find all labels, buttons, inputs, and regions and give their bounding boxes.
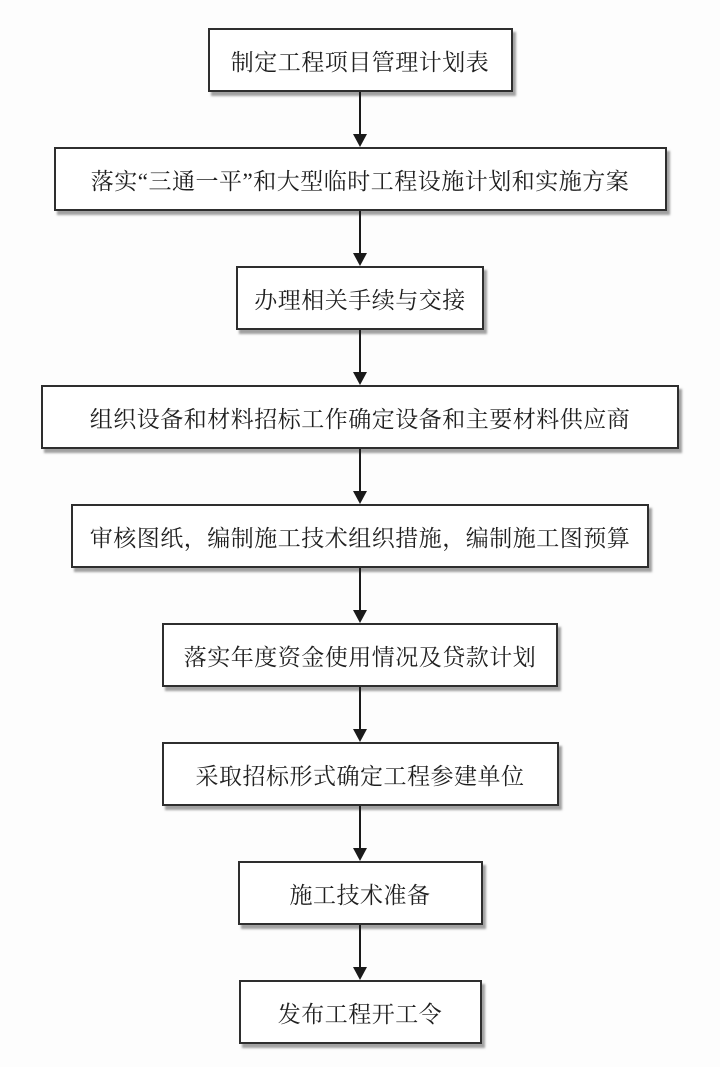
connector-line [359,449,361,491]
arrow-down-icon [353,967,367,980]
flow-step-7 [162,742,559,806]
connector-line [359,925,361,967]
flow-step-6 [162,623,558,687]
flow-step-9 [239,980,482,1044]
down-arrow-connector-5 [353,568,367,623]
down-arrow-connector-7 [353,806,367,861]
arrow-down-icon [353,372,367,385]
flow-step-8-label: 施工技术准备 [289,882,431,908]
arrow-down-icon [353,491,367,504]
arrow-down-icon [353,134,367,147]
flow-step-1-label: 制定工程项目管理计划表 [230,49,490,75]
down-arrow-connector-4 [353,449,367,504]
arrow-down-icon [353,610,367,623]
arrow-down-icon [353,848,367,861]
flow-step-8 [238,861,483,925]
flow-step-4 [41,385,679,449]
down-arrow-connector-3 [353,330,367,385]
flow-step-2-label: 落实“三通一平”和大型临时工程设施计划和实施方案 [90,168,630,194]
down-arrow-connector-8 [353,925,367,980]
connector-line [359,687,361,729]
connector-line [359,330,361,372]
connector-line [359,211,361,253]
flow-step-5-label: 审核图纸，编制施工技术组织措施，编制施工图预算 [89,525,631,551]
flow-step-2 [54,147,667,211]
arrow-down-icon [353,253,367,266]
flow-step-3-label: 办理相关手续与交接 [254,287,466,313]
flow-step-5 [71,504,649,568]
flow-step-4-label: 组织设备和材料招标工作确定设备和主要材料供应商 [89,406,631,432]
down-arrow-connector-2 [353,211,367,266]
down-arrow-connector-6 [353,687,367,742]
connector-line [359,568,361,610]
flow-step-9-label: 发布工程开工令 [277,1001,443,1027]
arrow-down-icon [353,729,367,742]
connector-line [359,806,361,848]
flow-step-7-label: 采取招标形式确定工程参建单位 [195,763,525,789]
connector-line [359,92,361,134]
flow-step-1 [208,28,513,92]
flow-step-6-label: 落实年度资金使用情况及贷款计划 [183,644,537,670]
down-arrow-connector-1 [353,92,367,147]
flow-step-3 [236,266,484,330]
